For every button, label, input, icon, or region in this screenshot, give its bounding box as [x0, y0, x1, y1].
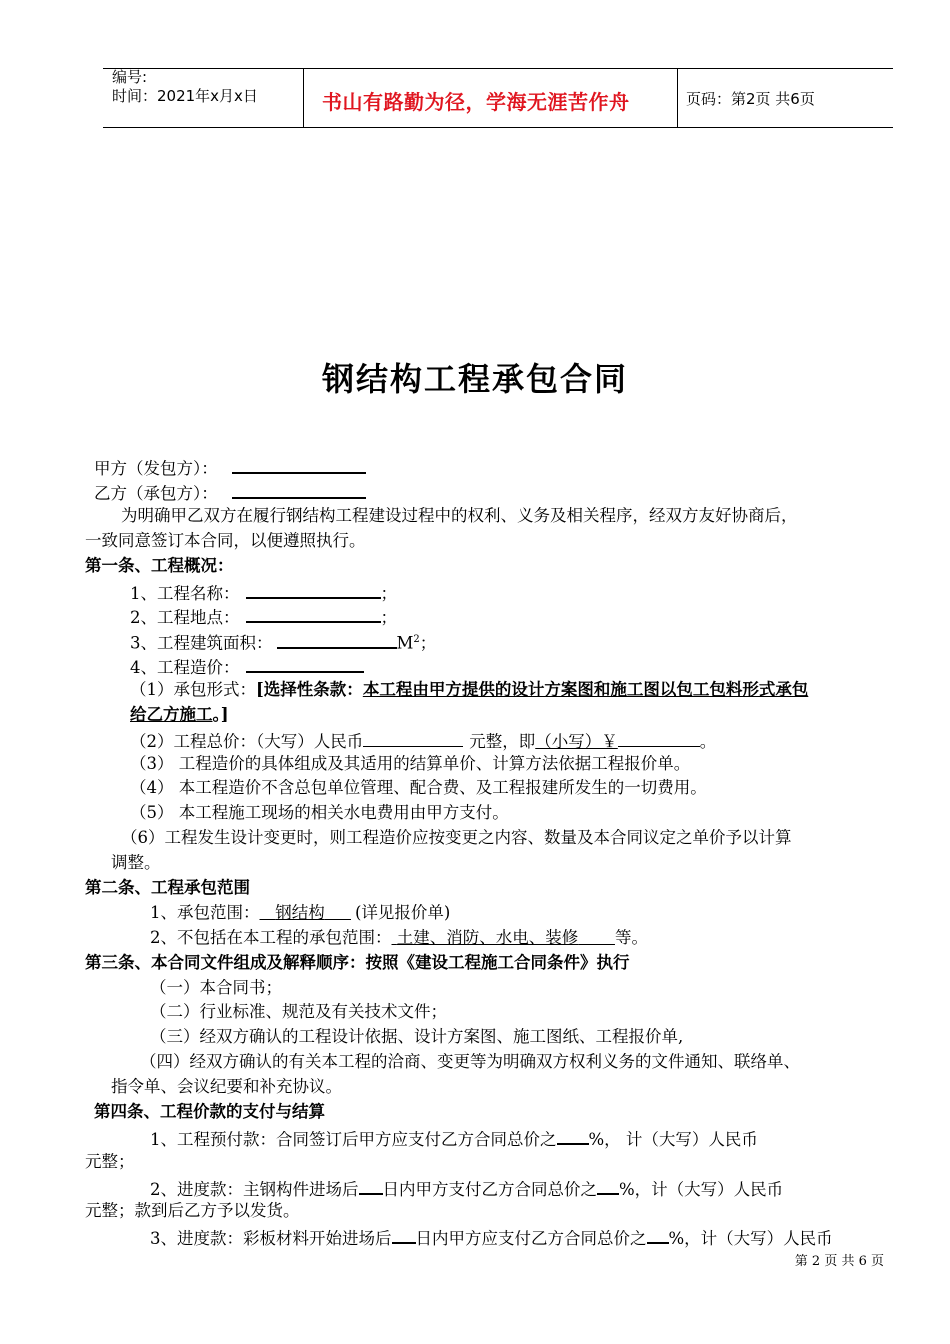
- advance-payment-label: 1、工程预付款：合同签订后甲方应支付乙方合同总价之: [150, 1130, 557, 1149]
- exclusion-label: 2、不包括在本工程的承包范围：: [150, 928, 392, 947]
- exclusion-line: [150, 927, 648, 949]
- header-meta: [112, 68, 258, 106]
- exclusion-value: 土建、消防、水电、装修: [396, 928, 579, 947]
- article-1-item-5: （5） 本工程施工现场的相关水电费用由甲方支付。: [130, 803, 509, 822]
- article-3-item-4-line-1: （四）经双方确认的有关本工程的洽商、变更等为明确双方权利义务的文件通知、联络单、: [140, 1052, 800, 1071]
- total-price-lower-label: （小写）￥: [535, 732, 618, 751]
- total-price-end: 。: [699, 732, 717, 751]
- contract-form-line-2: [130, 704, 229, 726]
- article-3-item-2: （二）行业标准、规范及有关技术文件；: [150, 1002, 447, 1021]
- scope-value: 钢结构: [275, 903, 325, 922]
- project-name-line: [130, 580, 397, 605]
- article-1-item-3: （3） 工程造价的具体组成及其适用的结算单价、计算方法依据工程报价单。: [130, 754, 691, 773]
- progress-payment-2-rest: %，计（大写）人民币: [668, 1229, 833, 1248]
- advance-payment-line-1: [150, 1126, 758, 1151]
- article-3-item-1: （一）本合同书；: [150, 978, 282, 997]
- article-4-heading: 第四条、工程价款的支付与结算: [94, 1102, 325, 1121]
- optional-clause-label: [选择性条款：: [256, 680, 363, 699]
- header-divider-1: [303, 68, 304, 128]
- article-1-heading: 第一条、工程概况：: [85, 556, 234, 575]
- project-location-semicolon: ；: [380, 608, 397, 627]
- project-price-line: [130, 654, 364, 679]
- article-1-item-6-line-2: 调整。: [111, 853, 161, 872]
- total-price-upper-label: （2）工程总价：（大写）人民币: [130, 732, 364, 751]
- article-1-item-6-line-1: （6）工程发生设计变更时，则工程造价应按变更之内容、数量及本合同议定之单价予以计算: [121, 828, 792, 847]
- total-price-lower-blank: [618, 729, 700, 747]
- project-name-label: 1、工程名称：: [130, 584, 240, 603]
- exclusion-suffix: 等。: [614, 928, 648, 947]
- contract-form-text-2: 给乙方施工: [130, 705, 213, 724]
- scope-suffix: (详见报价单): [354, 903, 451, 922]
- progress-payment-1-rest: %，计（大写）人民币: [619, 1180, 784, 1199]
- project-area-line: [130, 629, 436, 655]
- progress-payment-1-mid: 日内甲方支付乙方合同总价之: [382, 1180, 597, 1199]
- contract-form-line-1: [130, 679, 808, 701]
- project-area-blank: [277, 630, 397, 649]
- party-b-label: 乙方（承包方）：: [94, 484, 218, 503]
- project-area-semicolon: ；: [419, 633, 437, 653]
- project-name-blank: [246, 580, 381, 599]
- project-location-line: [130, 604, 397, 629]
- header-divider-2: [677, 68, 678, 128]
- intro-line-2: 一致同意签订本合同，以便遵照执行。: [85, 531, 366, 550]
- party-a-line: [94, 455, 366, 480]
- progress-payment-1-line-1: [150, 1176, 783, 1201]
- article-2-heading: 第二条、工程承包范围: [85, 878, 250, 897]
- document-title: 钢结构工程承包合同: [321, 360, 628, 398]
- header-page-number: 页码：第2页 共6页: [686, 90, 815, 108]
- advance-payment-rest: %， 计（大写）人民币: [588, 1130, 758, 1149]
- progress-payment-2-mid: 日内甲方应支付乙方合同总价之: [415, 1229, 647, 1248]
- article-3-heading: 第三条、本合同文件组成及解释顺序：按照《建设工程施工合同条件》执行: [85, 953, 630, 972]
- project-area-label: 3、工程建筑面积：: [130, 633, 273, 653]
- project-price-blank: [246, 654, 364, 673]
- article-3-item-3: （三）经双方确认的工程设计依据、设计方案图、施工图纸、工程报价单,: [150, 1027, 684, 1046]
- project-price-label: 4、工程造价：: [130, 658, 240, 677]
- header-motto: 书山有路勤为径，学海无涯苦作舟: [322, 90, 630, 114]
- project-location-blank: [246, 604, 381, 623]
- advance-payment-line-2: 元整；: [85, 1152, 135, 1171]
- document-time-label: 时间：2021年x月x日: [112, 87, 258, 105]
- area-unit: M: [396, 633, 414, 653]
- progress-payment-1-line-2: 元整；款到后乙方予以发货。: [85, 1201, 300, 1220]
- party-b-line: [94, 480, 366, 505]
- progress-payment-2-label: 3、进度款：彩板材料开始进场后: [150, 1229, 392, 1248]
- article-1-item-4: （4） 本工程造价不含总包单位管理、配合费、及工程报建所发生的一切费用。: [130, 778, 707, 797]
- page-footer: 第 2 页 共 6 页: [794, 1254, 884, 1269]
- progress-1-percent-blank: [597, 1176, 619, 1195]
- total-price-line: [130, 729, 716, 753]
- advance-percent-blank: [557, 1126, 589, 1145]
- scope-line: [150, 902, 450, 924]
- contract-form-prefix: （1）承包形式：: [130, 680, 256, 699]
- intro-line-1: 为明确甲乙双方在履行钢结构工程建设过程中的权利、义务及相关程序，经双方友好协商后，: [121, 506, 798, 525]
- progress-2-percent-blank: [647, 1225, 669, 1244]
- contract-form-text-1: 本工程由甲方提供的设计方案图和施工图以包工包料形式承包: [362, 680, 809, 699]
- optional-clause-close: 。]: [212, 705, 229, 724]
- party-a-blank: [232, 455, 366, 474]
- progress-2-days-blank: [392, 1225, 416, 1244]
- party-a-label: 甲方（发包方）：: [94, 459, 218, 478]
- article-3-item-4-line-2: 指令单、会议纪要和补充协议。: [111, 1077, 342, 1096]
- project-name-semicolon: ；: [380, 584, 397, 603]
- progress-1-days-blank: [359, 1176, 383, 1195]
- progress-payment-2-line-1: [150, 1225, 833, 1250]
- total-price-upper-blank: [363, 729, 463, 747]
- progress-payment-1-label: 2、进度款：主钢构件进场后: [150, 1180, 359, 1199]
- project-location-label: 2、工程地点：: [130, 608, 240, 627]
- header-bottom-rule: [103, 127, 893, 128]
- party-b-blank: [232, 480, 366, 499]
- scope-label: 1、承包范围：: [150, 903, 260, 922]
- document-number-label: 编号:: [112, 68, 148, 86]
- total-price-yuan: 元整，即: [469, 732, 536, 751]
- area-unit-superscript: 2: [413, 634, 420, 645]
